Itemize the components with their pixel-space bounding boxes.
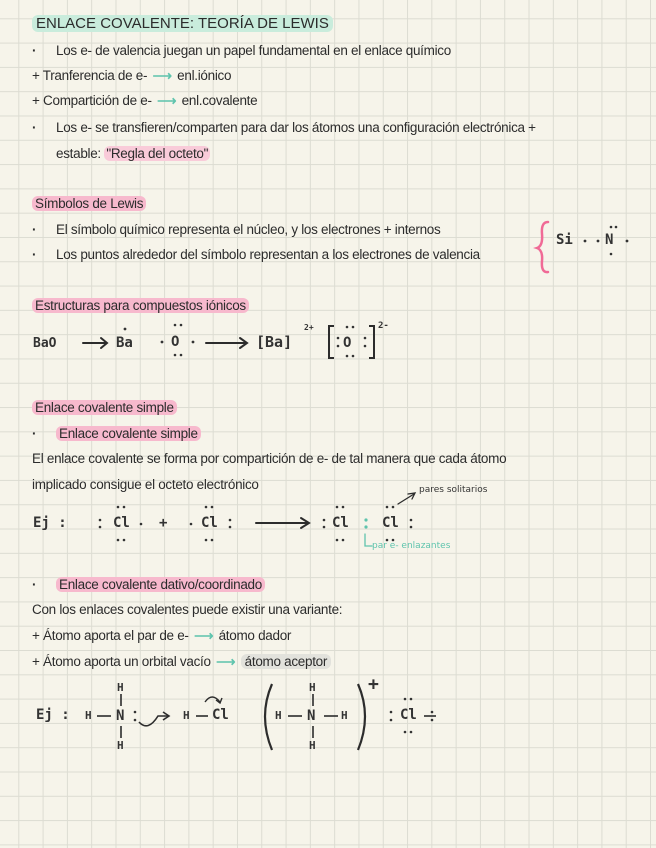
acceptor-prefix: + Átomo aporta un orbital vacío <box>32 654 211 669</box>
nh3-h-left: H <box>85 709 92 722</box>
title-text: ENLACE COVALENTE: TEORÍA DE LEWIS <box>32 15 333 32</box>
nh4-left-paren <box>265 684 272 750</box>
ionic-heading-text: Estructuras para compuestos iónicos <box>32 298 249 313</box>
bullet-dot: · <box>32 120 37 135</box>
dative-example-label: Ej : <box>36 707 70 723</box>
ionic-ba: Ba <box>116 335 133 351</box>
right-arrow-icon: ⟶ <box>157 93 177 108</box>
bullet-dot: · <box>32 43 37 58</box>
nh4-h-right: H <box>341 709 348 722</box>
pink-brace-icon <box>537 222 548 272</box>
lone-pairs-pointer-icon <box>398 493 415 504</box>
lewis-bullet-2-text: Los puntos alrededor del símbolo representan a los electrones de valencia <box>56 247 480 262</box>
note-bonding-pair: par e- enlazantes <box>372 541 451 551</box>
lewis-example-n: N <box>605 232 614 248</box>
bonding-pair-pointer-icon <box>365 534 372 546</box>
covalent-example-label: Ej : <box>33 515 67 531</box>
nh4-h-top: H <box>309 681 316 694</box>
right-arrow-icon: ⟶ <box>152 68 172 83</box>
bullet-dot: · <box>32 222 37 237</box>
covalent-cl-1: Cl <box>113 515 130 531</box>
ionic-arrow-1-icon <box>83 338 107 348</box>
lewis-bullet-1-text: El símbolo químico representa el núcleo, y los electrones + internos <box>56 222 441 237</box>
o-brackets <box>329 326 374 358</box>
covalent-line-2: implicado consigue el octeto electrónico <box>32 477 259 492</box>
nh3-h-top: H <box>117 681 124 694</box>
hcl-h: H <box>183 709 190 722</box>
nh3-h-bottom: H <box>117 739 124 752</box>
octet-rule-highlight: "Regla del octeto" <box>106 146 209 161</box>
nh4-bonds <box>288 694 338 738</box>
intro-bullet-2-line1: Los e- se transfieren/comparten para dar los átomos una configuración electrónica + <box>56 120 536 135</box>
lewis-example-si: Si <box>556 232 573 248</box>
covalent-item-prefix: + Compartición de e- <box>32 93 152 108</box>
intro-bullet-1-text: Los e- de valencia juegan un papel fundamental en el enlace químico <box>56 43 451 58</box>
ionic-product-o: O <box>343 335 352 351</box>
covalent-sub-heading-text: Enlace covalente simple <box>56 426 201 441</box>
covalent-item-suffix: enl.covalente <box>181 93 258 108</box>
covalent-cl-2: Cl <box>201 515 218 531</box>
covalent-heading-text: Enlace covalente simple <box>32 400 177 415</box>
bullet-dot: · <box>32 426 37 441</box>
ionic-product-ba: [Ba] <box>256 333 293 351</box>
dative-heading-text: Enlace covalente dativo/coordinado <box>56 577 265 592</box>
right-arrow-icon: ⟶ <box>216 654 236 669</box>
nh4-charge: + <box>368 674 379 695</box>
acceptor-suffix: átomo aceptor <box>241 654 331 669</box>
covalent-cl-4: Cl <box>382 515 399 531</box>
ionic-charge-o: 2- <box>378 321 389 331</box>
bullet-dot: · <box>32 247 37 262</box>
bullet-dot: · <box>32 577 37 592</box>
donor-suffix: átomo dador <box>218 628 292 643</box>
nh3-lone-pair-dots <box>134 711 137 722</box>
nh4-n: N <box>307 708 316 724</box>
nh3-n: N <box>116 708 125 724</box>
nh4-h-bottom: H <box>309 739 316 752</box>
octet-rule-prefix: estable: <box>56 146 105 161</box>
covalent-arrow-icon <box>256 518 309 528</box>
nh3-bonds <box>97 694 121 738</box>
ionic-charge-ba: 2+ <box>304 323 314 332</box>
dative-arrow-icon <box>139 716 168 726</box>
ionic-reactant: BaO <box>33 336 57 351</box>
covalent-line-1: El enlace covalente se forma por compartición de e- de tal manera que cada átomo <box>32 451 507 466</box>
chloride-cl: Cl <box>400 707 417 723</box>
ionic-o: O <box>171 334 180 350</box>
shared-pair-dots <box>364 518 367 528</box>
ionic-arrow-2-icon <box>206 338 247 348</box>
donor-prefix: + Átomo aporta el par de e- <box>32 628 189 643</box>
nh4-right-paren <box>358 684 365 750</box>
right-arrow-icon: ⟶ <box>194 628 214 643</box>
covalent-cl-3: Cl <box>332 515 349 531</box>
note-lone-pairs: pares solitarios <box>419 485 488 495</box>
si-electron-dots <box>584 240 587 243</box>
nh4-h-left: H <box>275 709 282 722</box>
ionic-item-prefix: + Tranferencia de e- <box>32 68 148 83</box>
covalent-plus: + <box>159 515 168 531</box>
n-electron-dots <box>597 226 629 256</box>
hcl-cl: Cl <box>212 707 229 723</box>
dative-line-1: Con los enlaces covalentes puede existir una variante: <box>32 602 343 617</box>
ionic-item-suffix: enl.iónico <box>177 68 232 83</box>
lewis-heading-text: Símbolos de Lewis <box>32 196 146 211</box>
